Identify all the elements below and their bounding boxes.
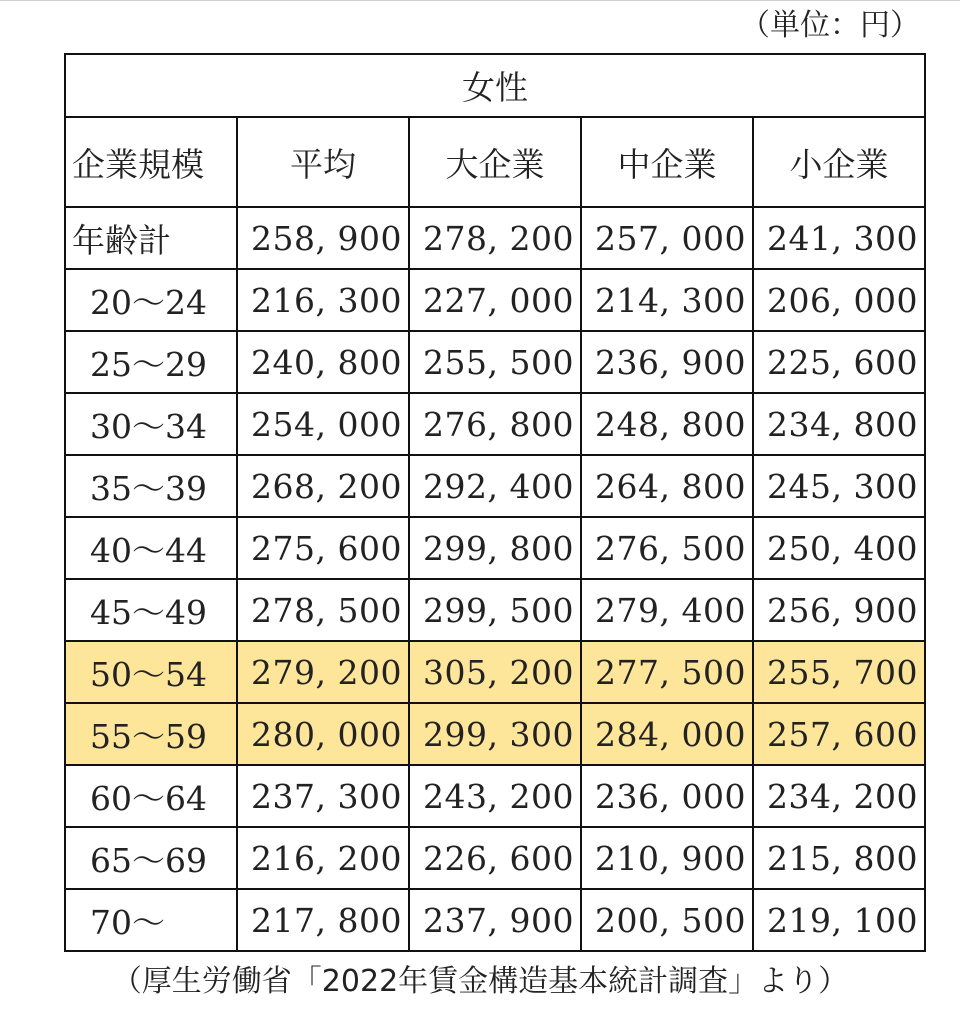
cell-small-company: 245, 300: [753, 455, 925, 517]
cell-large-company: 305, 200: [409, 641, 581, 703]
row-age-label: 年齢計: [65, 207, 237, 269]
cell-large-company: 299, 500: [409, 579, 581, 641]
cell-medium-company: 284, 000: [581, 703, 753, 765]
cell-medium-company: 200, 500: [581, 889, 753, 951]
cell-medium-company: 276, 500: [581, 517, 753, 579]
row-age-label: 50～54: [65, 641, 237, 703]
header-medium-company: 中企業: [581, 117, 753, 207]
cell-medium-company: 279, 400: [581, 579, 753, 641]
table-header-row: [65, 117, 925, 207]
cell-medium-company: 257, 000: [581, 207, 753, 269]
table-row: [65, 889, 925, 951]
table-row: [65, 517, 925, 579]
cell-small-company: 241, 300: [753, 207, 925, 269]
cell-average: 216, 300: [237, 269, 409, 331]
row-age-label: 55～59: [65, 703, 237, 765]
row-age-label: 35～39: [65, 455, 237, 517]
table-row: [65, 641, 925, 703]
table-row: [65, 455, 925, 517]
table-row: [65, 207, 925, 269]
table-row: [65, 269, 925, 331]
cell-small-company: 219, 100: [753, 889, 925, 951]
row-age-label: 45～49: [65, 579, 237, 641]
top-divider: [0, 0, 960, 1]
row-age-label: 25～29: [65, 331, 237, 393]
header-small-company: 小企業: [753, 117, 925, 207]
cell-small-company: 250, 400: [753, 517, 925, 579]
header-company-size: 企業規模: [65, 117, 237, 207]
cell-large-company: 299, 300: [409, 703, 581, 765]
cell-large-company: 226, 600: [409, 827, 581, 889]
cell-large-company: 299, 800: [409, 517, 581, 579]
cell-large-company: 276, 800: [409, 393, 581, 455]
source-note: （厚生労働省「2022年賃金構造基本統計調査」より）: [111, 964, 849, 999]
cell-average: 280, 000: [237, 703, 409, 765]
row-age-label: 30～34: [65, 393, 237, 455]
cell-medium-company: 264, 800: [581, 455, 753, 517]
cell-average: 237, 300: [237, 765, 409, 827]
cell-average: 278, 500: [237, 579, 409, 641]
table-row: [65, 827, 925, 889]
cell-small-company: 206, 000: [753, 269, 925, 331]
row-age-label: 40～44: [65, 517, 237, 579]
cell-large-company: 227, 000: [409, 269, 581, 331]
cell-medium-company: 248, 800: [581, 393, 753, 455]
cell-average: 216, 200: [237, 827, 409, 889]
table-row: [65, 579, 925, 641]
cell-small-company: 255, 700: [753, 641, 925, 703]
cell-medium-company: 214, 300: [581, 269, 753, 331]
cell-average: 268, 200: [237, 455, 409, 517]
table-title: 女性: [65, 54, 925, 117]
wage-table: [64, 53, 926, 952]
cell-medium-company: 236, 000: [581, 765, 753, 827]
table-body: [65, 207, 925, 951]
table-row: [65, 393, 925, 455]
cell-average: 217, 800: [237, 889, 409, 951]
row-age-label: 60～64: [65, 765, 237, 827]
cell-average: 279, 200: [237, 641, 409, 703]
cell-average: 254, 000: [237, 393, 409, 455]
cell-average: 240, 800: [237, 331, 409, 393]
table-title-row: [65, 54, 925, 117]
table-row: [65, 703, 925, 765]
table-row: [65, 331, 925, 393]
row-age-label: 70～: [65, 889, 237, 951]
unit-note: （単位：円）: [740, 8, 920, 43]
cell-small-company: 215, 800: [753, 827, 925, 889]
header-average: 平均: [237, 117, 409, 207]
cell-average: 258, 900: [237, 207, 409, 269]
cell-small-company: 234, 200: [753, 765, 925, 827]
cell-medium-company: 210, 900: [581, 827, 753, 889]
cell-medium-company: 236, 900: [581, 331, 753, 393]
cell-small-company: 234, 800: [753, 393, 925, 455]
cell-small-company: 257, 600: [753, 703, 925, 765]
cell-large-company: 237, 900: [409, 889, 581, 951]
cell-small-company: 225, 600: [753, 331, 925, 393]
cell-medium-company: 277, 500: [581, 641, 753, 703]
row-age-label: 65～69: [65, 827, 237, 889]
row-age-label: 20～24: [65, 269, 237, 331]
header-large-company: 大企業: [409, 117, 581, 207]
cell-average: 275, 600: [237, 517, 409, 579]
cell-small-company: 256, 900: [753, 579, 925, 641]
cell-large-company: 243, 200: [409, 765, 581, 827]
cell-large-company: 255, 500: [409, 331, 581, 393]
table-row: [65, 765, 925, 827]
cell-large-company: 292, 400: [409, 455, 581, 517]
cell-large-company: 278, 200: [409, 207, 581, 269]
